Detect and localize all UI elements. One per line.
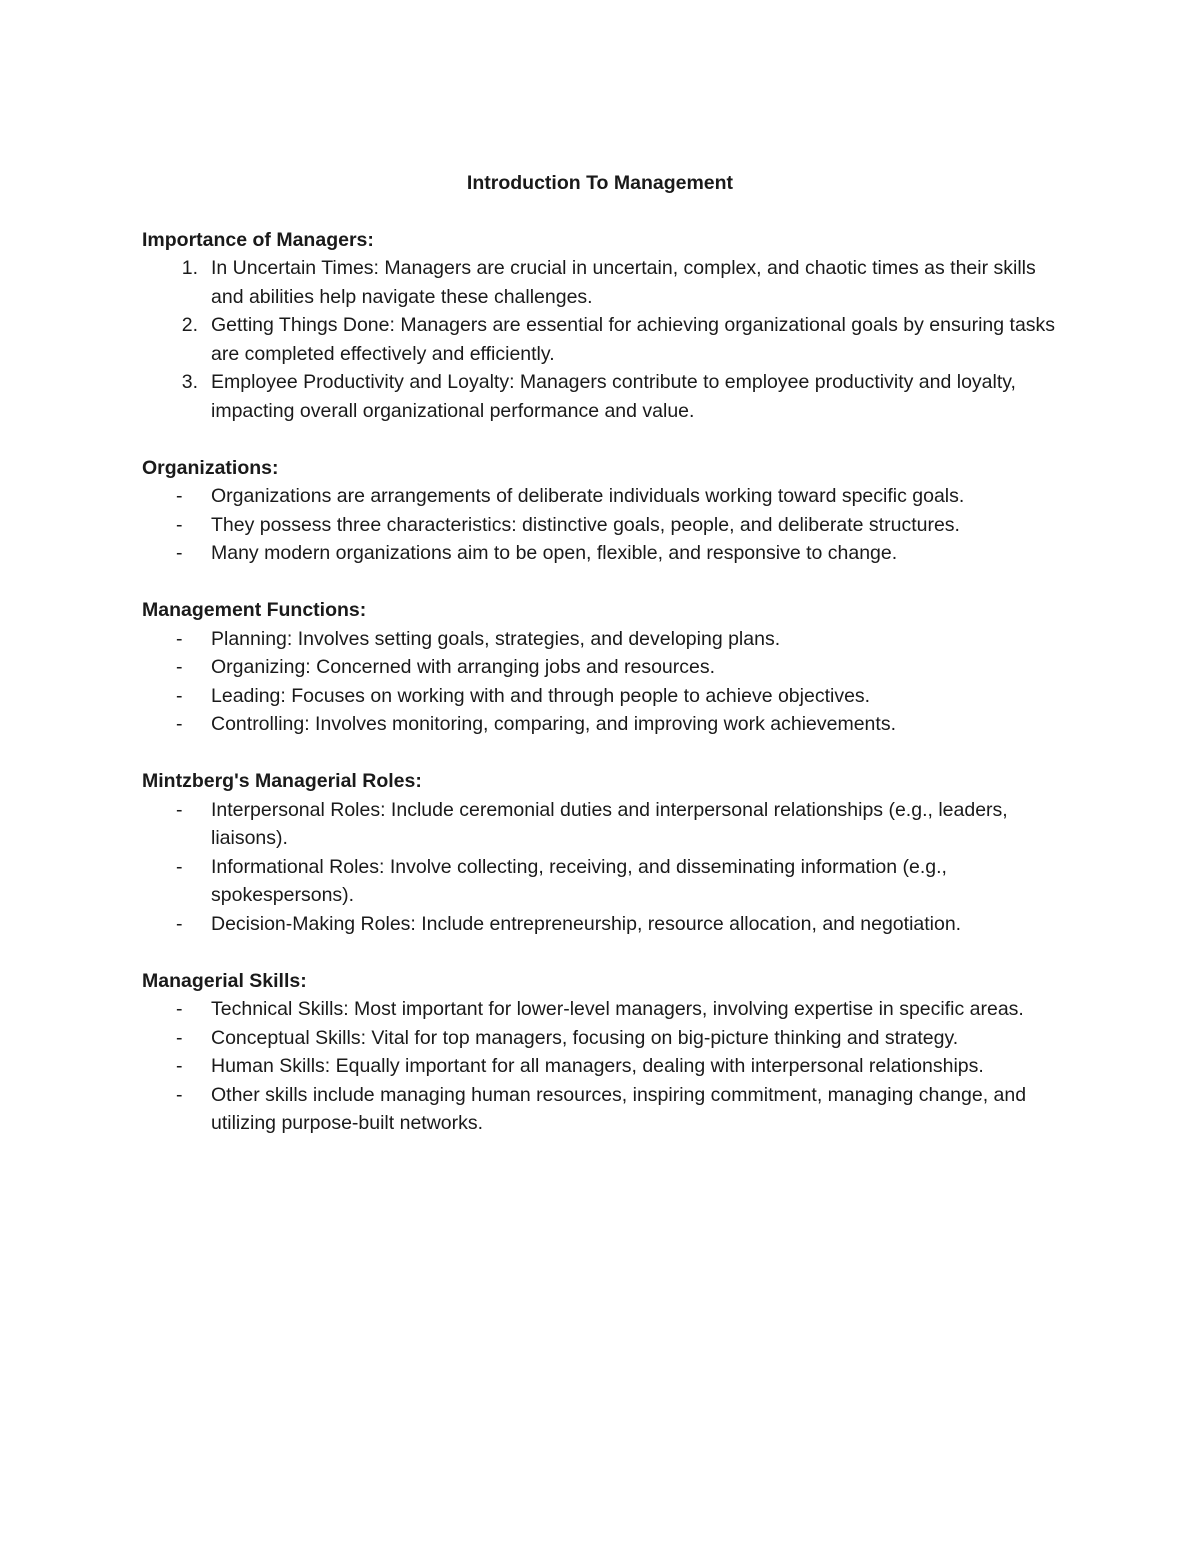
list-item [142, 995, 1062, 1024]
list-item-text: Leading: Focuses on working with and through people to achieve objectives. [211, 684, 871, 707]
section-heading: Management Functions: [142, 599, 367, 621]
list-item-text: Informational Roles: Involve collecting, receiving, and disseminating information (e.g., spokespersons). [211, 855, 947, 906]
list-item-text: Human Skills: Equally important for all managers, dealing with interpersonal relationships. [211, 1055, 984, 1077]
list-item-text: Controlling: Involves monitoring, comparing, and improving work achievements. [211, 713, 896, 735]
list-item [142, 625, 1062, 654]
list-item [142, 653, 1062, 682]
list-item-text: Many modern organizations aim to be open, flexible, and responsive to change. [211, 542, 898, 564]
list-item-text: Conceptual Skills: Vital for top managers, focusing on big-picture thinking and strategy. [211, 1026, 959, 1049]
list-item-text: Decision-Making Roles: Include entrepreneurship, resource allocation, and negotiation. [211, 912, 962, 935]
list-marker: - [176, 1083, 183, 1106]
list-item [142, 910, 1062, 939]
list-item [142, 368, 1062, 425]
document-title: Introduction To Management [466, 172, 734, 194]
bullet-list [142, 796, 1062, 939]
list-item [142, 511, 1062, 540]
numbered-list [142, 254, 1062, 425]
list-item [142, 1024, 1062, 1053]
list-item-text: Getting Things Done: Managers are essential for achieving organizational goals by ensuring tasks are completed effectively and efficiently. [211, 314, 1056, 365]
section [142, 596, 1062, 739]
list-marker: - [176, 912, 183, 935]
bullet-list [142, 625, 1062, 739]
section-heading: Organizations: [142, 456, 279, 479]
list-marker: - [176, 513, 183, 536]
list-marker: - [176, 855, 183, 878]
list-marker: 2. [181, 314, 198, 336]
list-item-text: Planning: Involves setting goals, strategies, and developing plans. [211, 627, 781, 650]
list-item [142, 539, 1062, 568]
list-item-text: Organizing: Concerned with arranging jobs and resources. [211, 656, 716, 678]
list-item [142, 796, 1062, 853]
document-body [142, 226, 1062, 1138]
list-item-text: Employee Productivity and Loyalty: Managers contribute to employee productivity and loyalty, impacting overall organizational performance and value. [211, 371, 1016, 422]
list-item-text: Other skills include managing human resources, inspiring commitment, managing change, and utilizing purpose-built networks. [211, 1083, 1027, 1134]
list-marker: - [176, 542, 183, 564]
bullet-list [142, 995, 1062, 1138]
list-item [142, 710, 1062, 739]
list-marker: 3. [181, 371, 198, 393]
section [142, 226, 1062, 426]
list-marker: 1. [181, 257, 198, 279]
list-marker: - [176, 798, 183, 821]
list-item-text: Technical Skills: Most important for lower-level managers, involving expertise in specific areas. [211, 998, 1024, 1020]
list-item [142, 254, 1062, 311]
list-marker: - [176, 1026, 183, 1049]
list-item [142, 1052, 1062, 1081]
list-item-text: Organizations are arrangements of deliberate individuals working toward specific goals. [211, 485, 965, 507]
list-marker: - [176, 627, 183, 650]
list-item-text: They possess three characteristics: distinctive goals, people, and deliberate structures. [211, 513, 960, 536]
list-marker: - [176, 1055, 183, 1077]
list-marker: - [176, 656, 183, 678]
list-item [142, 1081, 1062, 1138]
list-item-text: Interpersonal Roles: Include ceremonial duties and interpersonal relationships (e.g., leaders, liaisons). [211, 798, 1008, 849]
section [142, 767, 1062, 938]
section-heading: Mintzberg's Managerial Roles: [142, 770, 422, 792]
list-marker: - [176, 684, 183, 707]
section [142, 454, 1062, 568]
list-marker: - [176, 485, 183, 507]
list-marker: - [176, 998, 183, 1020]
section-heading: Managerial Skills: [142, 969, 307, 992]
list-marker: - [176, 713, 183, 735]
list-item-text: In Uncertain Times: Managers are crucial in uncertain, complex, and chaotic times as their skills and abilities help navigate these challenges. [211, 257, 1036, 308]
list-item [142, 311, 1062, 368]
document-page [142, 169, 1062, 1166]
list-item [142, 482, 1062, 511]
list-item [142, 853, 1062, 910]
list-item [142, 682, 1062, 711]
bullet-list [142, 482, 1062, 568]
section [142, 967, 1062, 1138]
section-heading: Importance of Managers: [142, 228, 374, 251]
